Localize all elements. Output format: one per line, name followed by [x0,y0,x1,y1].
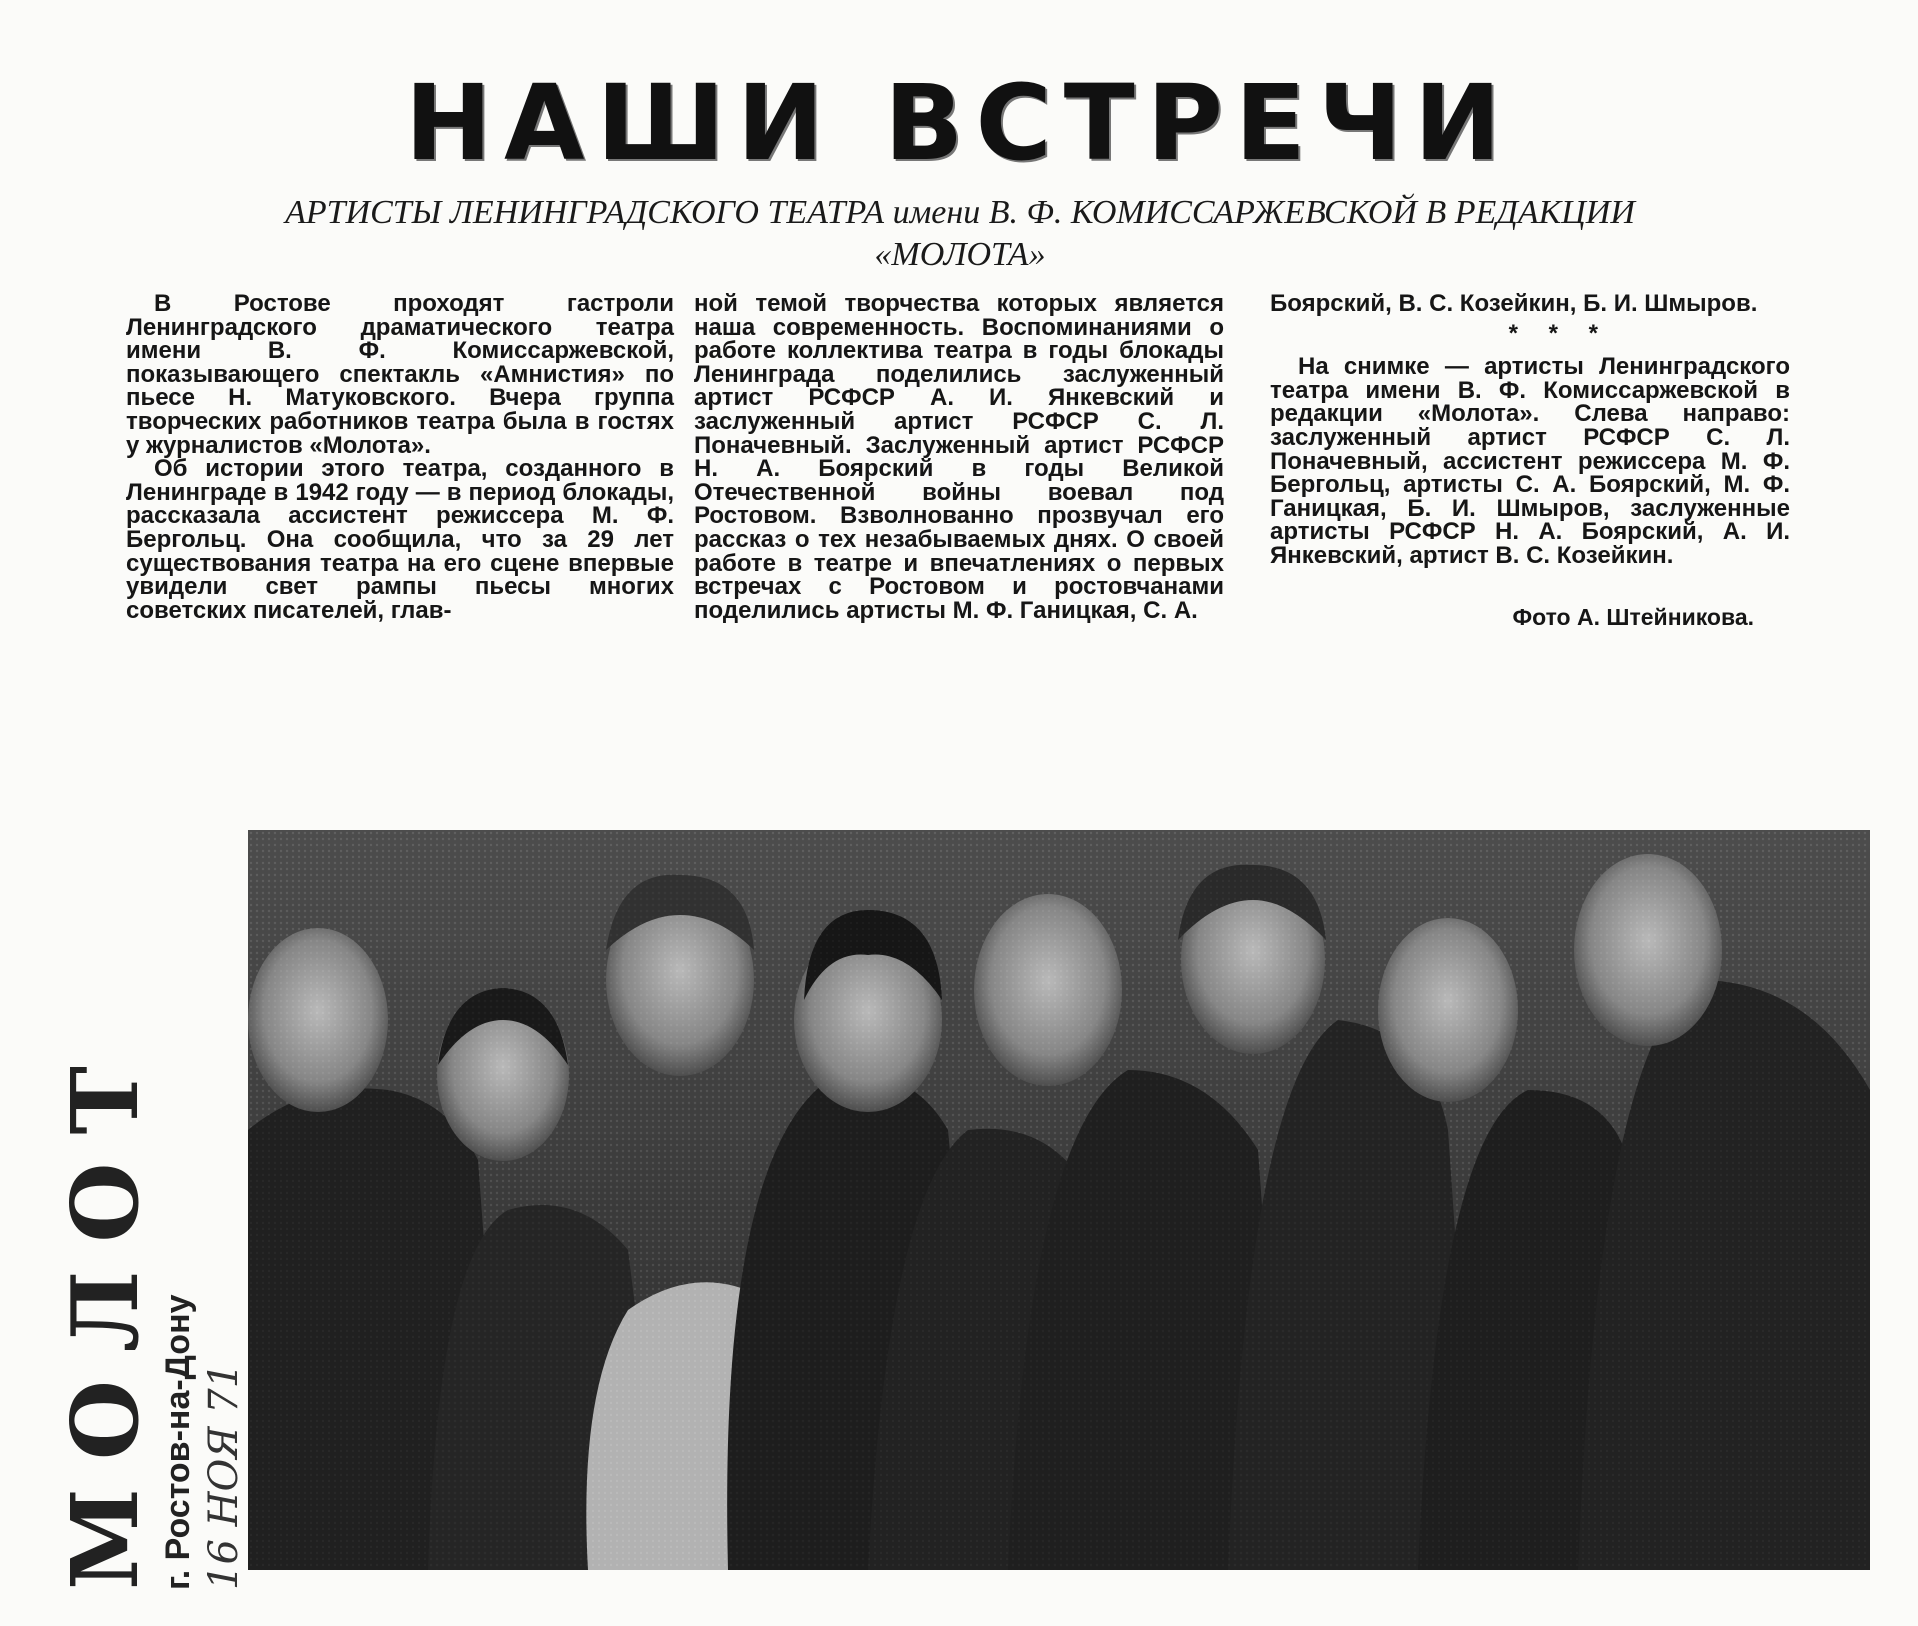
group-photo [248,830,1870,1570]
subtitle-part3: В. Ф. КОМИССАРЖЕВСКОЙ В РЕДАКЦИИ «МОЛОТА» [874,194,1635,273]
subtitle [230,192,1690,276]
article-paragraph-1: В Ростове проходят гастроли Ленинградского драматического театра имени В. Ф. Комиссаржевской, показывающего спектакль «Амнистия» по пьесе Н. Матуковского. Вчера группа творческих работников театра была в гостях у журналистов «Молота». [126,290,674,459]
photo-caption: На снимке — артисты Ленинградского театра имени В. Ф. Комиссаржевской в редакции «Молота». Слева направо: заслуженный артист РСФСР С. Л. Поначевный, ассистент режиссера М. Ф. Бергольц, артисты С. А. Боярский, М. Ф. Ганицкая, Б. И. Шмыров, заслуженные артисты РСФСР Н. А. Боярский, А. И. Янкевский, артист В. С. Козейкин. [1270,353,1790,569]
archive-stamp [51,850,255,1590]
article-column-3 [1270,292,1790,629]
group-photo-icon [248,830,1870,1570]
section-divider-stars: * * * [1508,319,1610,347]
subtitle-part1: АРТИСТЫ ЛЕНИНГРАДСКОГО ТЕАТРА [285,194,885,231]
stamp-city: г. Ростов-на-Дону [159,1294,197,1590]
article-paragraph-4: Боярский, В. С. Козейкин, Б. И. Шмыров. [1270,290,1758,317]
article-paragraph-3: ной темой творчества которых является наша современность. Воспоминаниями о работе коллектива театра в годы блокады Ленинграда поделились заслуженный артист РСФСР А. И. Янкевский и заслуженный артист РСФСР С. Л. Поначевный. Заслуженный артист РСФСР Н. А. Боярский в годы Великой Отечественной войны воевал под Ростовом. Взволнованно прозвучал его рассказ о тех незабываемых днях. О своей работе в театре и впечатлениях о первых встречах с Ростовом и ростовчанами поделились артисты М. Ф. Ганицкая, С. А. [694,290,1224,624]
article-column-2 [694,292,1224,622]
stamp-title: МОЛОТ [51,1038,159,1590]
photo-credit: Фото А. Штейникова. [1512,603,1754,630]
article-paragraph-2: Об истории этого театра, созданного в Ленинграде в 1942 году — в период блокады, рассказала ассистент режиссера М. Ф. Бергольц. Она сообщила, что за 29 лет существования театра на его сцене впервые увидели свет рампы пьесы многих советских писателей, глав- [126,455,674,624]
subtitle-part2: имени [892,194,981,231]
headline: НАШИ ВСТРЕЧИ [404,62,1514,184]
article-column-1 [126,292,674,622]
stamp-date: 16 НОЯ 71 [201,1362,247,1590]
